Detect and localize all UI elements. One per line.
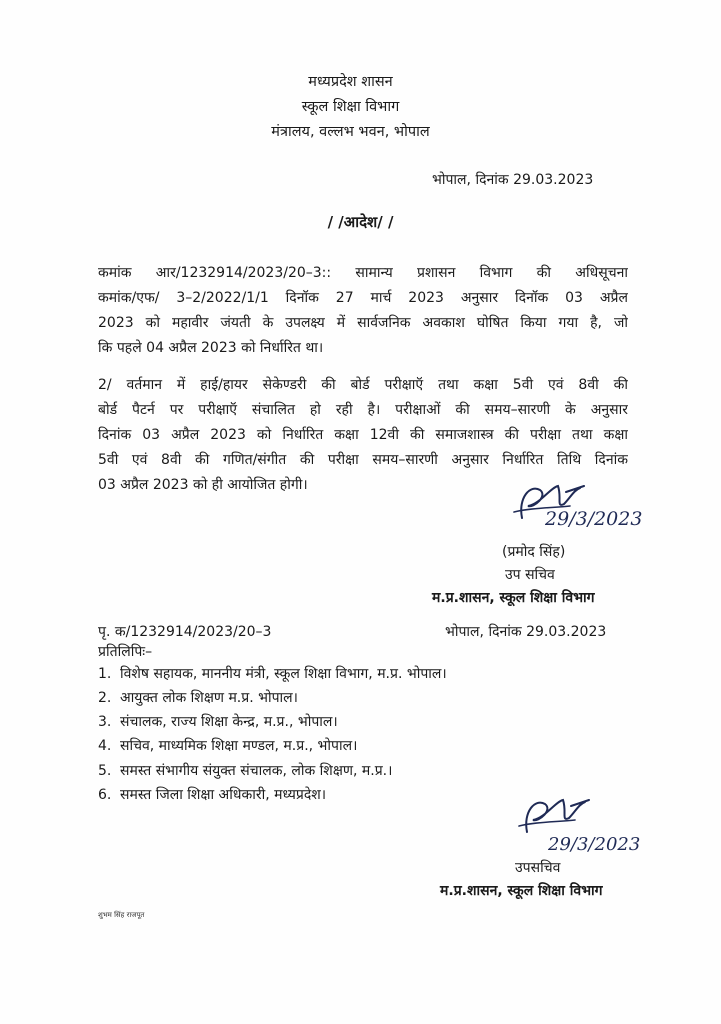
list-text: आयुक्त लोक शिक्षण म.प्र. भोपाल। [120, 690, 298, 706]
signatory-name: (प्रमोद सिंह) [502, 544, 566, 560]
paragraph-1-line: कमांक/एफ/ 3–2/2022/1/1 दिनॉक 27 मार्च 2023 अनुसार दिनॉक 03 अप्रैल [98, 290, 628, 306]
endorsement-date: भोपाल, दिनांक 29.03.2023 [445, 624, 607, 640]
paragraph-2-line: 5वी एवं 8वी की गणित/संगीत की परीक्षा समय–सारणी अनुसार निर्धारित तिथि दिनांक [98, 452, 628, 468]
order-title: / /आदेश/ / [327, 213, 394, 231]
list-number: 1. [98, 666, 112, 682]
list-text: संचालक, राज्य शिक्षा केन्द्र, म.प्र., भोपाल। [120, 714, 338, 730]
list-item [98, 761, 392, 780]
endorsement-reference: पृ. क/1232914/2023/20–3 [98, 624, 272, 640]
paragraph-1-line: कमांक आर/1232914/2023/20–3:: सामान्य प्रशासन विभाग की अधिसूचना [98, 265, 628, 281]
paragraph-1-line: 2023 को महावीर जंयती के उपलक्ष्य में सार्वजनिक अवकाश घोषित किया गया है, जो [98, 315, 628, 331]
paragraph-2-line: 2/ वर्तमान में हाई/हायर सेकेण्डरी की बोर्ड परीक्षाऍ तथा कक्षा 5वी एवं 8वी की [98, 377, 628, 393]
list-item [98, 712, 338, 731]
list-number: 4. [98, 738, 112, 754]
paragraph-2-line: बोर्ड पैटर्न पर परीक्षाऍ संचालित हो रही है। परीक्षाओं की समय–सारणी के अनुसार [98, 402, 628, 418]
list-text: सचिव, माध्यमिक शिक्षा मण्डल, म.प्र., भोपाल। [120, 738, 358, 754]
header-address: मंत्रालय, वल्लभ भवन, भोपाल [271, 124, 430, 140]
paragraph-1-line: कि पहले 04 अप्रैल 2023 को निर्धारित था। [98, 340, 324, 356]
signatory-2-department: म.प्र.शासन, स्कूल शिक्षा विभाग [440, 883, 603, 899]
list-number: 6. [98, 787, 112, 803]
signatory-2-designation: उपसचिव [515, 860, 561, 876]
header-department: स्कूल शिक्षा विभाग [301, 99, 400, 115]
paragraph-2-line: दिनांक 03 अप्रैल 2023 को निर्धारित कक्षा 12वी की समाजशास्त्र की परीक्षा तथा कक्षा [98, 427, 628, 443]
copy-to-label: प्रतिलिपिः– [98, 644, 153, 660]
list-item [98, 688, 298, 707]
list-text: समस्त संभागीय संयुक्त संचालक, लोक शिक्षण, म.प्र.। [120, 763, 393, 779]
list-number: 2. [98, 690, 112, 706]
list-number: 5. [98, 763, 112, 779]
paragraph-2-line: 03 अप्रैल 2023 को ही आयोजित होगी। [98, 477, 308, 493]
order-date: भोपाल, दिनांक 29.03.2023 [432, 172, 594, 188]
signatory-department: म.प्र.शासन, स्कूल शिक्षा विभाग [432, 590, 595, 606]
list-item [98, 785, 326, 804]
list-item [98, 664, 447, 683]
signatory-designation: उप सचिव [505, 567, 555, 583]
list-number: 3. [98, 714, 112, 730]
list-text: समस्त जिला शिक्षा अधिकारी, मध्यप्रदेश। [120, 787, 327, 803]
header-government: मध्यप्रदेश शासन [308, 74, 393, 90]
list-item [98, 736, 357, 755]
signature-1-date: 29/3/2023 [545, 508, 643, 530]
signature-2-date: 29/3/2023 [548, 834, 641, 855]
typist-note: शुभम सिंह राजपूत [98, 911, 145, 919]
list-text: विशेष सहायक, माननीय मंत्री, स्कूल शिक्षा विभाग, म.प्र. भोपाल। [120, 666, 447, 682]
